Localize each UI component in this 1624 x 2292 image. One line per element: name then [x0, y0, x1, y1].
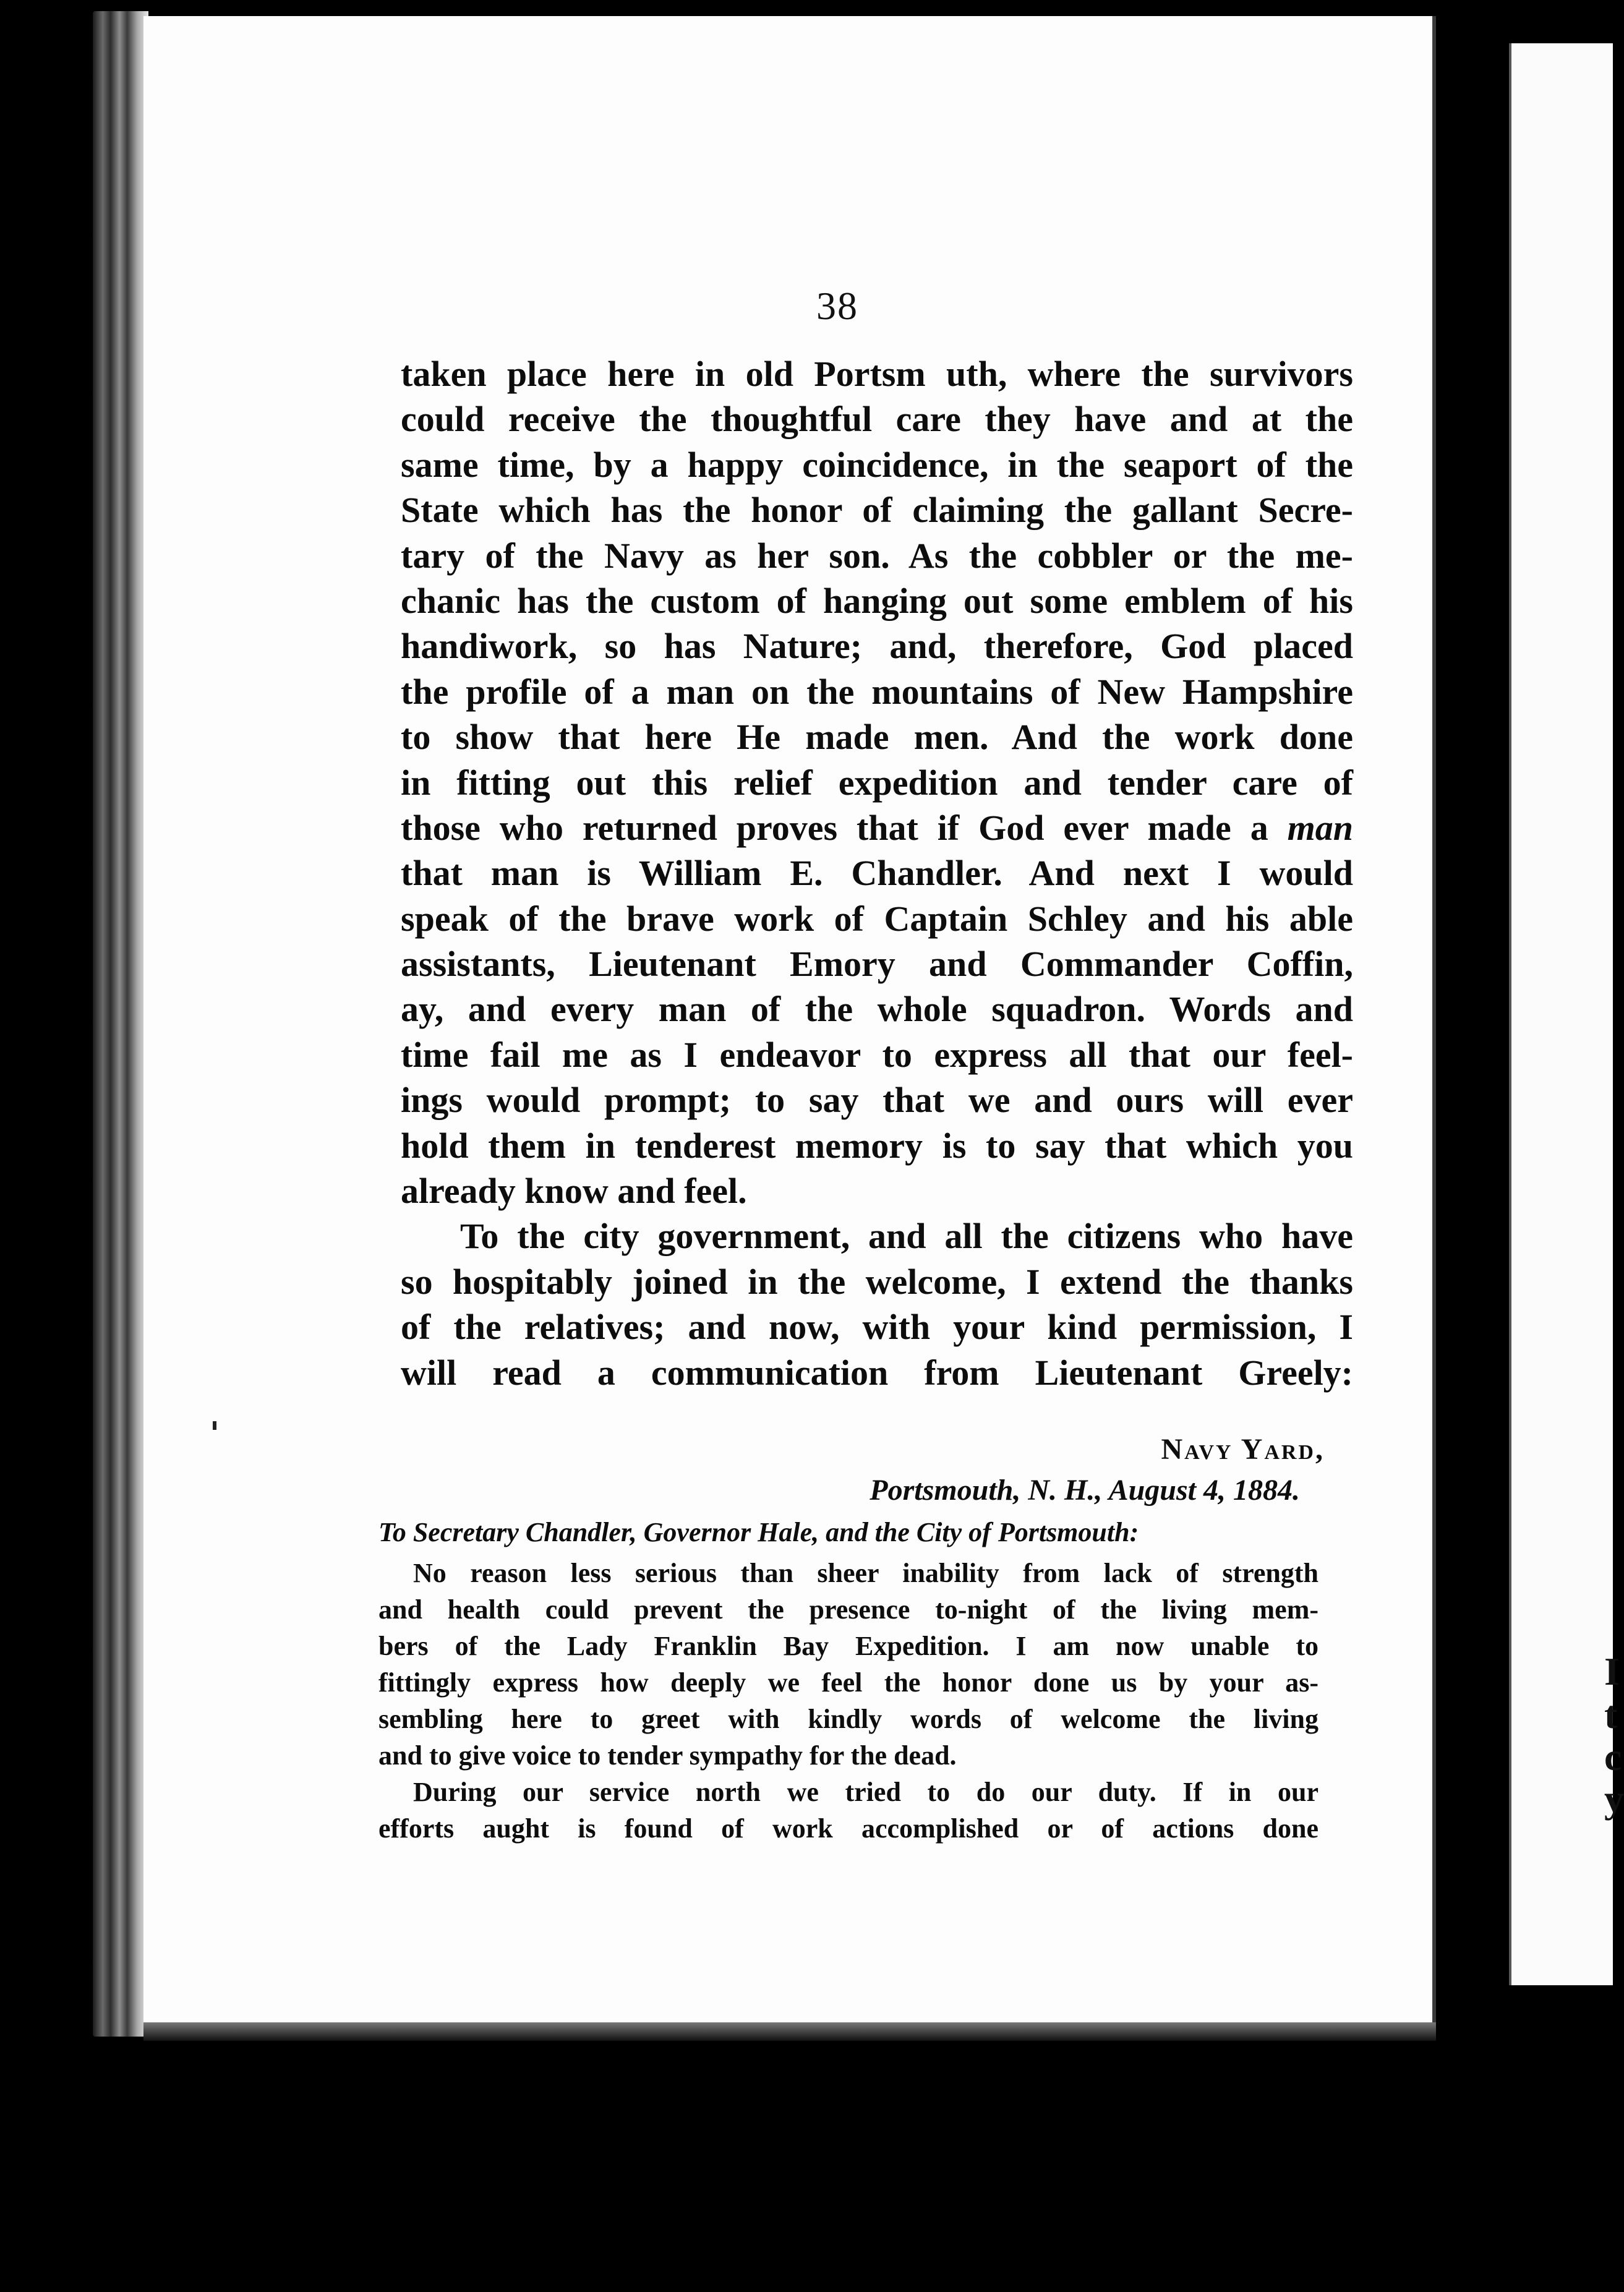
- body-line: in fitting out this relief expedition and tender care of: [401, 762, 1353, 803]
- body-line: of the relatives; and now, with your kind permission, I: [401, 1307, 1353, 1348]
- adjacent-page-letter: c: [1604, 1735, 1622, 1779]
- body-line: To the city government, and all the citizens who have: [460, 1216, 1353, 1257]
- letter-line: sembling here to greet with kindly words of welcome the living: [378, 1704, 1318, 1734]
- book-binding-gutter: [93, 11, 148, 2037]
- body-line: will read a communication from Lieutenant Greely:: [401, 1352, 1353, 1393]
- body-text: [401, 351, 1353, 1395]
- scan-speck: [213, 1421, 216, 1430]
- body-line: speak of the brave work of Captain Schley and his able: [401, 898, 1353, 939]
- letter-line: No reason less serious than sheer inability from lack of strength: [413, 1558, 1318, 1588]
- body-line: ings would prompt; to say that we and ours will ever: [401, 1080, 1353, 1121]
- body-line: same time, by a happy coincidence, in the seaport of the: [401, 444, 1353, 485]
- letter-salutation: To Secretary Chandler, Governor Hale, and the City of Portsmouth:: [378, 1517, 1139, 1547]
- body-line: those who returned proves that if God ever made a man: [401, 807, 1353, 848]
- body-line: so hospitably joined in the welcome, I extend the thanks: [401, 1261, 1353, 1302]
- letter-dateline-place: Navy Yard,: [1161, 1433, 1325, 1466]
- body-line: time fail me as I endeavor to express all that our feel-: [401, 1034, 1353, 1075]
- body-line: State which has the honor of claiming the gallant Secre-: [401, 490, 1353, 531]
- body-line: to show that here He made men. And the work done: [401, 717, 1353, 758]
- letter-line: fittingly express how deeply we feel the honor done us by your as-: [378, 1667, 1318, 1698]
- letter-dateline-date: Portsmouth, N. H., August 4, 1884.: [870, 1474, 1300, 1507]
- letter-line: and to give voice to tender sympathy for the dead.: [378, 1740, 957, 1771]
- body-line: already know and feel.: [401, 1171, 747, 1212]
- body-line: handiwork, so has Nature; and, therefore, God placed: [401, 626, 1353, 667]
- body-line: ay, and every man of the whole squadron. Words and: [401, 989, 1353, 1030]
- letter-line: and health could prevent the presence to-night of the living mem-: [378, 1594, 1318, 1625]
- body-line: the profile of a man on the mountains of New Hampshire: [401, 671, 1353, 712]
- letter-line: efforts aught is found of work accomplished or of actions done: [378, 1813, 1318, 1844]
- adjacent-page-edge: [1509, 43, 1624, 1985]
- adjacent-page-letter: t: [1604, 1693, 1618, 1737]
- letter-line: bers of the Lady Franklin Bay Expedition. I am now unable to: [378, 1631, 1318, 1661]
- adjacent-page-letter: y: [1604, 1777, 1624, 1821]
- adjacent-page-letter: I: [1604, 1649, 1620, 1693]
- page-number: 38: [816, 284, 858, 328]
- letter-line: During our service north we tried to do our duty. If in our: [413, 1777, 1318, 1807]
- emphasized-word: man: [1287, 807, 1353, 848]
- body-line: tary of the Navy as her son. As the cobbler or the me-: [401, 535, 1353, 576]
- body-line: hold them in tenderest memory is to say that which you: [401, 1125, 1353, 1166]
- body-line: chanic has the custom of hanging out some emblem of his: [401, 580, 1353, 621]
- letter-body: [378, 1555, 1318, 1847]
- body-line: could receive the thoughtful care they have and at the: [401, 399, 1353, 440]
- body-line: taken place here in old Portsm uth, where the survivors: [401, 354, 1353, 394]
- body-line: assistants, Lieutenant Emory and Commander Coffin,: [401, 944, 1353, 985]
- page-bottom-shadow: [143, 2022, 1436, 2041]
- body-line: that man is William E. Chandler. And next I would: [401, 853, 1353, 894]
